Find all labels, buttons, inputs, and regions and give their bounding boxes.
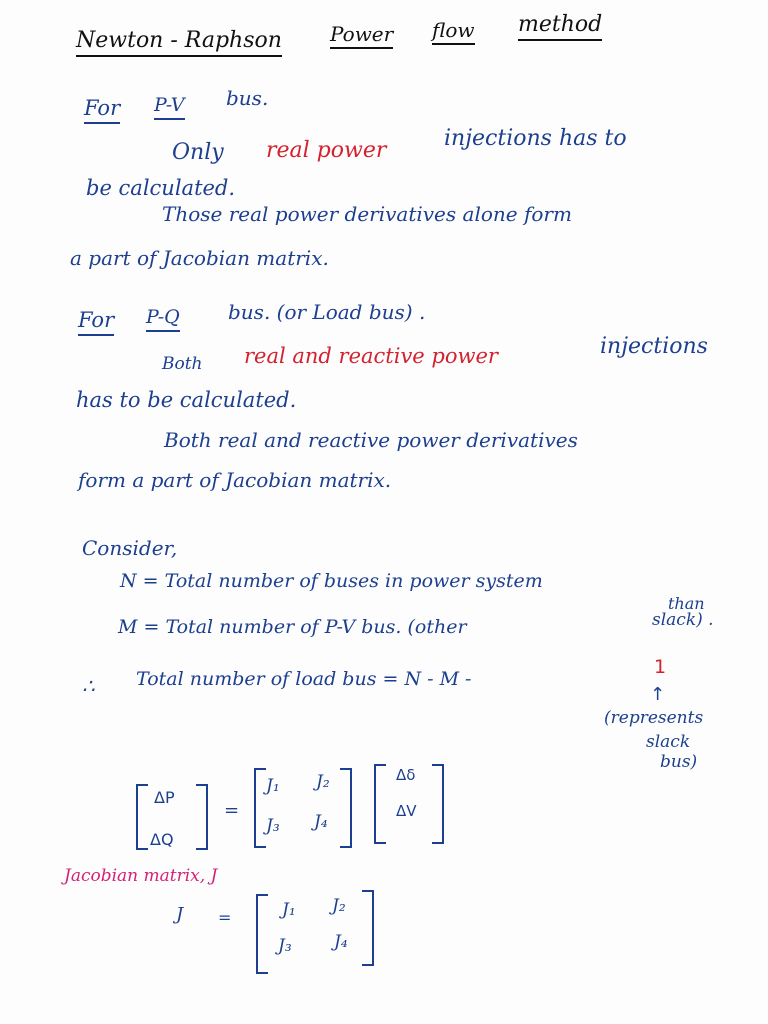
- j2: J₂: [316, 772, 330, 792]
- jacobian-j1: J₁: [282, 900, 296, 920]
- pq-line4: form a part of Jacobian matrix.: [78, 468, 392, 492]
- vector-bracket-right: [432, 764, 444, 844]
- jacobian-bracket-left: [256, 894, 268, 974]
- pv-line4: a part of Jacobian matrix.: [70, 246, 329, 270]
- jacobian-j4: J₄: [334, 932, 348, 952]
- pv-line3: Those real power derivatives alone form: [162, 202, 572, 226]
- jmatrix-bracket-left: [254, 768, 266, 848]
- note-bus: bus): [660, 752, 698, 772]
- pq-heading-pq: P-Q: [146, 308, 180, 332]
- jmatrix-bracket-right: [340, 768, 352, 848]
- vector-bracket-left: [374, 764, 386, 844]
- pq-heading-rest: bus. (or Load bus) .: [228, 300, 426, 324]
- delta-q: ΔQ: [150, 830, 174, 849]
- title-part3: flow: [432, 20, 475, 45]
- jacobian-j2: J₂: [332, 896, 346, 916]
- consider-n-line: N = Total number of buses in power system: [120, 570, 543, 592]
- jacobian-label: Jacobian matrix, J: [64, 866, 218, 886]
- pv-heading-pv: P-V: [154, 96, 185, 120]
- consider-m-line: M = Total number of P-V bus. (other: [118, 616, 467, 638]
- jacobian-bracket-right: [362, 890, 374, 966]
- jacobian-j3: J₃: [278, 936, 292, 956]
- pq-line2: has to be calculated.: [76, 388, 297, 412]
- pv-line1-only: Only: [172, 140, 224, 165]
- lhs-bracket-right: [196, 784, 208, 850]
- j1: J₁: [266, 776, 280, 796]
- pv-heading-for: For: [84, 98, 120, 124]
- pq-line1-rest: injections: [600, 334, 708, 359]
- title-part1: Newton - Raphson: [76, 30, 282, 57]
- j4: J₄: [314, 812, 328, 832]
- note-slack: slack: [646, 732, 691, 752]
- pv-heading-bus: bus.: [226, 86, 269, 110]
- pq-line1-real-reactive: real and reactive power: [244, 344, 498, 368]
- equation-equals: =: [224, 800, 240, 821]
- jacobian-lhs: J: [176, 904, 184, 925]
- delta-v: ΔV: [396, 802, 417, 820]
- pq-heading-for: For: [78, 310, 114, 336]
- consider-label: Consider,: [82, 536, 178, 560]
- consider-m-slack: slack) .: [652, 610, 714, 630]
- delta-delta: Δδ: [396, 766, 416, 784]
- consider-m-than: than: [668, 594, 705, 613]
- therefore-symbol: ∴: [82, 674, 95, 698]
- slack-one: 1: [654, 656, 667, 678]
- title-part2: Power: [330, 24, 393, 49]
- delta-p: ΔP: [154, 788, 175, 807]
- up-arrow-icon: ↑: [650, 684, 666, 705]
- total-load-bus-line: Total number of load bus = N - M -: [136, 668, 472, 690]
- note-represents: (represents: [604, 708, 704, 728]
- pq-line3: Both real and reactive power derivatives: [164, 428, 578, 452]
- j3: J₃: [266, 816, 280, 836]
- pv-line1-rest: injections has to: [444, 126, 627, 151]
- pv-line2: be calculated.: [86, 176, 236, 200]
- title-part4: method: [518, 14, 602, 41]
- pv-line1-real-power: real power: [266, 138, 387, 163]
- pq-line1-both: Both: [162, 354, 203, 374]
- lhs-bracket-left: [136, 784, 148, 850]
- jacobian-equals: =: [218, 908, 232, 927]
